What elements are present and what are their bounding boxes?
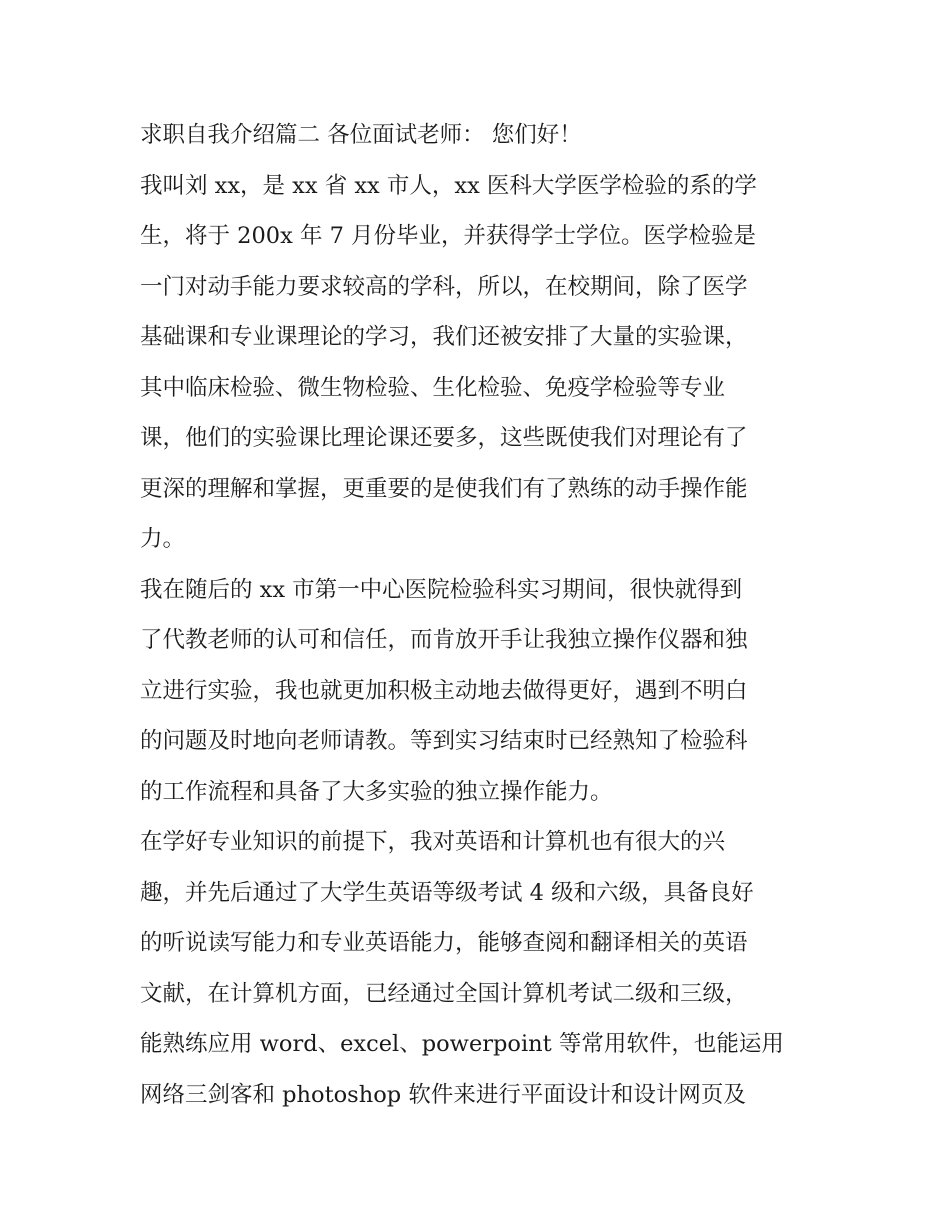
text-line: 的问题及时地向老师请教。等到实习结束时已经熟知了检验科 bbox=[140, 728, 748, 754]
text-line: 我叫刘 xx，是 xx 省 xx 市人，xx 医科大学医学检验的系的学 bbox=[140, 172, 757, 199]
text-line: 力。 bbox=[140, 526, 186, 552]
text-line: 其中临床检验、微生物检验、生化检验、免疫学检验等专业 bbox=[140, 374, 726, 401]
text-line: 文献，在计算机方面，已经通过全国计算机考试二级和三级， bbox=[140, 980, 748, 1007]
text-line: 一门对动手能力要求较高的学科，所以，在校期间，除了医学 bbox=[140, 273, 748, 300]
text-line: 立进行实验，我也就更加积极主动地去做得更好，遇到不明白 bbox=[140, 677, 748, 704]
text-line-title: 求职自我介绍篇二 各位面试老师： 您们好！ bbox=[140, 122, 582, 148]
text-line: 了代教老师的认可和信任，而肯放开手让我独立操作仪器和独 bbox=[140, 627, 748, 653]
text-line: 生，将于 200x 年 7 月份毕业，并获得学士学位。医学检验是 bbox=[140, 223, 757, 249]
text-line: 能熟练应用 word、excel、powerpoint 等常用软件，也能运用 bbox=[140, 1031, 784, 1057]
text-line: 在学好专业知识的前提下，我对英语和计算机也有很大的兴 bbox=[140, 829, 726, 855]
text-line: 趣，并先后通过了大学生英语等级考试 4 级和六级，具备良好 bbox=[140, 879, 754, 906]
text-line: 课，他们的实验课比理论课还要多，这些既使我们对理论有了 bbox=[140, 425, 748, 451]
text-line: 网络三剑客和 photoshop 软件来进行平面设计和设计网页及 bbox=[140, 1081, 746, 1108]
text-line: 我在随后的 xx 市第一中心医院检验科实习期间，很快就得到 bbox=[140, 576, 743, 603]
text-line: 的工作流程和具备了大多实验的独立操作能力。 bbox=[140, 778, 613, 805]
text-line: 基础课和专业课理论的学习，我们还被安排了大量的实验课， bbox=[140, 324, 748, 350]
text-line: 的听说读写能力和专业英语能力，能够查阅和翻译相关的英语 bbox=[140, 930, 748, 956]
document-body bbox=[140, 110, 820, 1120]
text-line: 更深的理解和掌握，更重要的是使我们有了熟练的动手操作能 bbox=[140, 475, 748, 502]
